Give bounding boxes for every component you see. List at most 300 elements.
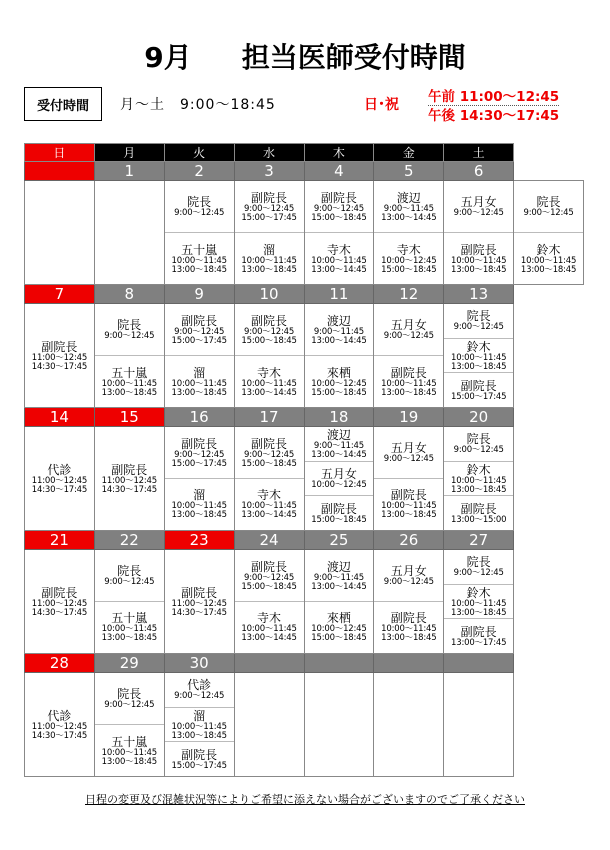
doctor-slot — [165, 181, 234, 232]
doctor-name: 五月女 — [390, 564, 427, 579]
time-range: 14:30～17:45 — [31, 361, 88, 372]
doctor-name: 鈴木 — [466, 462, 491, 477]
date-cell: 4 — [304, 162, 374, 181]
doctor-name: 五月女 — [390, 318, 427, 333]
time-range: 13:00～18:45 — [381, 633, 437, 644]
date-row — [25, 162, 584, 181]
time-range: 15:00～18:45 — [311, 212, 367, 223]
doctor-slot — [165, 550, 234, 653]
date-row — [25, 407, 584, 426]
time-range: 10:00～12:45 — [311, 480, 367, 491]
day-cell — [25, 304, 95, 408]
date-cell: 13 — [444, 284, 514, 303]
time-range: 13:00～18:45 — [171, 730, 227, 741]
time-range: 10:00～11:45 — [451, 352, 507, 363]
doctor-name: 寺木 — [326, 242, 351, 257]
time-range: 10:00～11:45 — [451, 255, 507, 266]
day-cell — [94, 304, 164, 408]
doctor-slot — [444, 304, 513, 338]
date-cell: 15 — [94, 407, 164, 426]
time-range: 15:00～18:45 — [241, 581, 297, 592]
doctor-slot — [374, 304, 443, 355]
doctor-slot — [444, 181, 513, 232]
time-range: 13:00～18:45 — [171, 510, 227, 521]
doctor-name: 副院長 — [111, 462, 148, 477]
doctor-slot — [374, 478, 443, 530]
time-range: 9:00～12:45 — [244, 572, 295, 583]
day-cell — [25, 427, 95, 531]
weekday-hours: 月～土 9:00～18:45 — [120, 97, 276, 113]
day-cell — [374, 550, 444, 654]
time-range: 9:00～12:45 — [174, 208, 225, 219]
date-cell: 19 — [374, 407, 444, 426]
time-range: 9:00～12:45 — [174, 326, 225, 337]
time-range: 9:00～11:45 — [313, 326, 364, 337]
doctor-name: 副院長 — [181, 585, 218, 600]
time-range: 9:00～12:45 — [104, 331, 155, 342]
time-range: 13:00～14:45 — [241, 510, 297, 521]
doctor-name: 副院長 — [390, 488, 427, 503]
doctor-name: 副院長 — [320, 190, 357, 205]
doctor-slot — [95, 724, 164, 776]
time-range: 9:00～12:45 — [244, 203, 295, 214]
doctor-name: 溜 — [193, 488, 206, 503]
day-cell — [304, 181, 374, 285]
reception-hours — [24, 82, 584, 126]
day-cell — [374, 673, 444, 777]
doctor-slot — [305, 495, 374, 530]
doctor-name: 渡辺 — [326, 559, 351, 574]
time-range: 9:00～12:45 — [453, 208, 504, 219]
doctor-slot — [235, 478, 304, 530]
doctor-name: 五月女 — [390, 441, 427, 456]
day-cell — [164, 427, 234, 531]
time-range: 13:00～18:45 — [381, 387, 437, 398]
day-cell — [234, 550, 304, 654]
time-range: 10:00～11:45 — [311, 255, 367, 266]
time-range: 10:00～11:45 — [520, 255, 577, 266]
day-cell — [164, 550, 234, 654]
day-cell — [444, 550, 514, 654]
doctor-name: 院長 — [466, 432, 491, 447]
time-range: 9:00～12:45 — [453, 445, 504, 456]
time-range: 14:30～17:45 — [31, 484, 88, 495]
time-range: 15:00～17:45 — [241, 212, 297, 223]
day-cell — [164, 673, 234, 777]
date-cell: 30 — [164, 653, 234, 672]
day-cell — [444, 181, 514, 285]
time-range: 13:00～18:45 — [101, 756, 157, 767]
title-text: 担当医師受付時間 — [241, 41, 466, 74]
doctor-slot — [444, 584, 513, 619]
schedule-calendar — [24, 143, 584, 777]
doctor-slot — [165, 707, 234, 742]
doctor-name: 五十嵐 — [181, 242, 218, 257]
doctor-slot — [444, 338, 513, 373]
date-cell: 1 — [94, 162, 164, 181]
doctor-name: 副院長 — [41, 585, 78, 600]
time-range: 9:00～12:45 — [383, 577, 434, 588]
date-cell: 26 — [374, 530, 444, 549]
time-range: 9:00～12:45 — [104, 577, 155, 588]
date-cell: 28 — [25, 653, 95, 672]
time-range: 10:00～12:45 — [381, 255, 437, 266]
time-range: 9:00～12:45 — [453, 322, 504, 333]
weekday-header: 木 — [304, 144, 374, 162]
date-cell: 18 — [304, 407, 374, 426]
doctor-name: 來栖 — [326, 611, 351, 626]
time-range: 10:00～11:45 — [241, 624, 297, 635]
doctor-slot — [25, 304, 94, 407]
doctor-slot — [374, 181, 443, 232]
doctor-slot — [165, 741, 234, 776]
time-range: 10:00～11:45 — [171, 255, 227, 266]
time-range: 13:00～15:00 — [451, 514, 507, 525]
date-cell: 10 — [234, 284, 304, 303]
day-cell — [164, 181, 234, 285]
date-cell — [304, 653, 374, 672]
doctor-slot — [165, 427, 234, 478]
doctor-name: 副院長 — [460, 501, 497, 516]
doctor-slot — [95, 550, 164, 601]
day-cell — [25, 181, 95, 285]
doctor-name: 副院長 — [251, 313, 288, 328]
date-cell — [374, 653, 444, 672]
time-range: 13:00～17:45 — [451, 637, 507, 648]
doctor-name: 五月女 — [320, 467, 357, 482]
date-cell: 21 — [25, 530, 95, 549]
doctor-slot — [235, 304, 304, 355]
date-cell: 3 — [234, 162, 304, 181]
doctor-name: 來栖 — [326, 365, 351, 380]
doctor-slot — [235, 355, 304, 407]
doctor-name: 寺木 — [257, 488, 282, 503]
doctor-slot — [305, 232, 374, 284]
time-range: 15:00～18:45 — [311, 633, 367, 644]
doctor-name: 院長 — [466, 555, 491, 570]
weekday-header: 水 — [234, 144, 304, 162]
weekday-header: 月 — [94, 144, 164, 162]
doctor-slot — [444, 550, 513, 584]
time-range: 10:00～11:45 — [101, 378, 157, 389]
time-range: 10:00～11:45 — [381, 501, 437, 512]
day-cell — [444, 673, 514, 777]
day-cell — [25, 550, 95, 654]
time-range: 11:00～12:45 — [101, 475, 157, 486]
doctor-name: 副院長 — [460, 242, 497, 257]
doctor-slot — [305, 601, 374, 653]
time-range: 10:00～11:45 — [451, 598, 507, 609]
time-range: 10:00～11:45 — [171, 721, 227, 732]
doctor-name: 鈴木 — [466, 585, 491, 600]
holiday-label: 日･祝 — [364, 97, 399, 113]
time-range: 13:00～18:45 — [451, 484, 507, 495]
hours-label: 受付時間 — [24, 87, 102, 121]
doctor-name: 副院長 — [320, 501, 357, 516]
date-cell: 11 — [304, 284, 374, 303]
time-range: 15:00～18:45 — [311, 514, 367, 525]
time-range: 10:00～11:45 — [381, 624, 437, 635]
time-range: 10:00～11:45 — [101, 747, 157, 758]
time-range: 9:00～12:45 — [104, 700, 155, 711]
day-cell — [374, 181, 444, 285]
day-cell — [374, 304, 444, 408]
weekday-header: 金 — [374, 144, 444, 162]
day-cell — [514, 181, 584, 285]
time-range: 15:00～18:45 — [381, 264, 437, 275]
page-title — [0, 36, 610, 76]
time-range: 9:00～11:45 — [313, 440, 364, 451]
date-cell: 12 — [374, 284, 444, 303]
time-range: 9:00～12:45 — [313, 203, 364, 214]
doctor-name: 院長 — [536, 195, 561, 210]
time-range: 9:00～12:45 — [244, 449, 295, 460]
date-cell — [234, 653, 304, 672]
time-range: 10:00～11:45 — [241, 255, 297, 266]
doctor-name: 五月女 — [460, 195, 497, 210]
weekday-header: 日 — [25, 144, 95, 162]
doctor-slot — [374, 550, 443, 601]
time-range: 14:30～17:45 — [171, 607, 227, 618]
time-range: 13:00～14:45 — [381, 212, 437, 223]
doctor-slot — [165, 478, 234, 530]
date-cell: 27 — [444, 530, 514, 549]
weekday-header-row — [25, 144, 584, 162]
time-range: 10:00～11:45 — [241, 501, 297, 512]
time-range: 9:00～12:45 — [244, 326, 295, 337]
day-cell — [234, 181, 304, 285]
time-range: 14:30～17:45 — [101, 484, 157, 495]
time-range: 10:00～11:45 — [101, 624, 157, 635]
doctor-name: 五十嵐 — [111, 734, 148, 749]
day-cell — [304, 673, 374, 777]
holiday-am-hours: 午前 11:00～12:45 — [428, 85, 559, 105]
doctor-name: 副院長 — [390, 365, 427, 380]
day-cell — [444, 427, 514, 531]
doctor-slot — [165, 304, 234, 355]
day-cell — [94, 181, 164, 285]
date-cell: 24 — [234, 530, 304, 549]
doctor-slot — [235, 181, 304, 232]
date-row — [25, 284, 584, 303]
doctor-slot — [305, 304, 374, 355]
doctor-name: 渡辺 — [326, 427, 351, 442]
time-range: 14:30～17:45 — [31, 730, 88, 741]
time-range: 11:00～12:45 — [31, 721, 88, 732]
doctor-name: 渡辺 — [326, 313, 351, 328]
time-range: 13:00～14:45 — [311, 264, 367, 275]
date-cell: 22 — [94, 530, 164, 549]
date-row — [25, 530, 584, 549]
time-range: 9:00～11:45 — [383, 203, 434, 214]
day-cell — [25, 673, 95, 777]
doctor-slot — [25, 427, 94, 530]
time-range: 10:00～11:45 — [381, 378, 437, 389]
day-cell — [304, 427, 374, 531]
doctor-slot — [374, 427, 443, 478]
doctor-slot — [95, 427, 164, 530]
time-range: 15:00～17:45 — [171, 760, 227, 771]
day-cell — [94, 427, 164, 531]
doctor-slot — [444, 232, 513, 284]
holiday-pm-hours: 午後 14:30～17:45 — [428, 108, 560, 124]
time-range: 10:00～11:45 — [171, 378, 227, 389]
doctor-slot — [444, 461, 513, 496]
schedule-row — [25, 427, 584, 531]
time-range: 13:00～18:45 — [241, 264, 297, 275]
time-range: 13:00～18:45 — [171, 264, 227, 275]
doctor-name: 副院長 — [460, 378, 497, 393]
doctor-name: 代診 — [47, 708, 72, 723]
time-range: 15:00～17:45 — [171, 335, 227, 346]
doctor-name: 副院長 — [181, 747, 218, 762]
time-range: 9:00～11:45 — [313, 572, 364, 583]
schedule-row — [25, 550, 584, 654]
doctor-slot — [95, 601, 164, 653]
day-cell — [304, 550, 374, 654]
time-range: 14:30～17:45 — [31, 607, 88, 618]
doctor-slot — [165, 673, 234, 707]
time-range: 13:00～18:45 — [171, 387, 227, 398]
schedule-row — [25, 181, 584, 285]
doctor-name: 寺木 — [396, 242, 421, 257]
doctor-slot — [514, 181, 583, 232]
time-range: 10:00～11:45 — [171, 501, 227, 512]
doctor-slot — [514, 232, 583, 284]
schedule-row — [25, 673, 584, 777]
date-cell: 25 — [304, 530, 374, 549]
time-range: 9:00～12:45 — [383, 331, 434, 342]
day-cell — [374, 427, 444, 531]
time-range: 13:00～18:45 — [451, 607, 507, 618]
date-cell — [444, 653, 514, 672]
doctor-name: 渡辺 — [396, 190, 421, 205]
time-range: 11:00～12:45 — [31, 475, 88, 486]
time-range: 13:00～14:45 — [311, 335, 367, 346]
doctor-name: 副院長 — [251, 190, 288, 205]
doctor-name: 院長 — [117, 318, 142, 333]
doctor-slot — [165, 232, 234, 284]
doctor-slot — [95, 355, 164, 407]
time-range: 11:00～12:45 — [31, 598, 88, 609]
time-range: 13:00～18:45 — [451, 264, 507, 275]
doctor-slot — [165, 355, 234, 407]
doctor-name: 副院長 — [181, 436, 218, 451]
doctor-name: 副院長 — [251, 436, 288, 451]
date-cell — [25, 162, 95, 181]
date-cell: 6 — [444, 162, 514, 181]
date-cell: 20 — [444, 407, 514, 426]
date-cell: 2 — [164, 162, 234, 181]
day-cell — [444, 304, 514, 408]
doctor-name: 副院長 — [390, 611, 427, 626]
doctor-slot — [305, 181, 374, 232]
doctor-slot — [305, 550, 374, 601]
time-range: 9:00～12:45 — [174, 449, 225, 460]
time-range: 15:00～18:45 — [241, 458, 297, 469]
day-cell — [234, 673, 304, 777]
time-range: 13:00～18:45 — [381, 510, 437, 521]
doctor-slot — [444, 618, 513, 653]
date-cell: 8 — [94, 284, 164, 303]
doctor-slot — [374, 355, 443, 407]
doctor-name: 院長 — [117, 564, 142, 579]
time-range: 13:00～18:45 — [101, 633, 157, 644]
doctor-name: 寺木 — [257, 365, 282, 380]
time-range: 15:00～17:45 — [451, 391, 507, 402]
doctor-slot — [235, 232, 304, 284]
date-cell: 16 — [164, 407, 234, 426]
doctor-name: 代診 — [187, 678, 212, 693]
date-cell: 23 — [164, 530, 234, 549]
doctor-name: 溜 — [263, 242, 276, 257]
time-range: 13:00～18:45 — [451, 361, 507, 372]
doctor-name: 院長 — [117, 687, 142, 702]
time-range: 11:00～12:45 — [171, 598, 227, 609]
doctor-slot — [444, 372, 513, 407]
weekday-header: 火 — [164, 144, 234, 162]
day-cell — [234, 304, 304, 408]
time-range: 10:00～11:45 — [451, 475, 507, 486]
time-range: 10:00～11:45 — [241, 378, 297, 389]
doctor-name: 代診 — [47, 462, 72, 477]
time-range: 13:00～18:45 — [520, 264, 577, 275]
time-range: 15:00～18:45 — [311, 387, 367, 398]
doctor-name: 院長 — [466, 309, 491, 324]
time-range: 13:00～14:45 — [311, 449, 367, 460]
doctor-name: 院長 — [187, 195, 212, 210]
doctor-name: 副院長 — [460, 624, 497, 639]
doctor-slot — [444, 495, 513, 530]
time-range: 10:00～12:45 — [311, 378, 367, 389]
time-range: 9:00～12:45 — [383, 454, 434, 465]
time-range: 13:00～14:45 — [241, 633, 297, 644]
date-cell: 17 — [234, 407, 304, 426]
date-cell: 9 — [164, 284, 234, 303]
day-cell — [94, 673, 164, 777]
day-cell — [164, 304, 234, 408]
doctor-slot — [235, 601, 304, 653]
doctor-slot — [25, 550, 94, 653]
time-range: 9:00～12:45 — [174, 691, 225, 702]
day-cell — [94, 550, 164, 654]
doctor-slot — [25, 673, 94, 776]
date-cell: 7 — [25, 284, 95, 303]
day-cell — [234, 427, 304, 531]
doctor-name: 副院長 — [41, 339, 78, 354]
doctor-name: 五十嵐 — [111, 365, 148, 380]
footer-note: 日程の変更及び混雑状況等によりご希望に添えない場合がございますのでご了承ください — [85, 793, 525, 806]
doctor-slot — [305, 427, 374, 461]
doctor-slot — [374, 601, 443, 653]
doctor-name: 溜 — [193, 708, 206, 723]
doctor-name: 鈴木 — [536, 242, 561, 257]
doctor-slot — [374, 232, 443, 284]
day-cell — [304, 304, 374, 408]
time-range: 13:00～18:45 — [101, 387, 157, 398]
time-range: 9:00～12:45 — [523, 208, 574, 219]
time-range: 13:00～14:45 — [241, 387, 297, 398]
doctor-name: 副院長 — [251, 559, 288, 574]
schedule-row — [25, 304, 584, 408]
time-range: 11:00～12:45 — [31, 352, 88, 363]
doctor-slot — [95, 673, 164, 724]
time-range: 15:00～17:45 — [171, 458, 227, 469]
date-cell: 5 — [374, 162, 444, 181]
doctor-name: 鈴木 — [466, 339, 491, 354]
doctor-name: 寺木 — [257, 611, 282, 626]
date-cell: 14 — [25, 407, 95, 426]
